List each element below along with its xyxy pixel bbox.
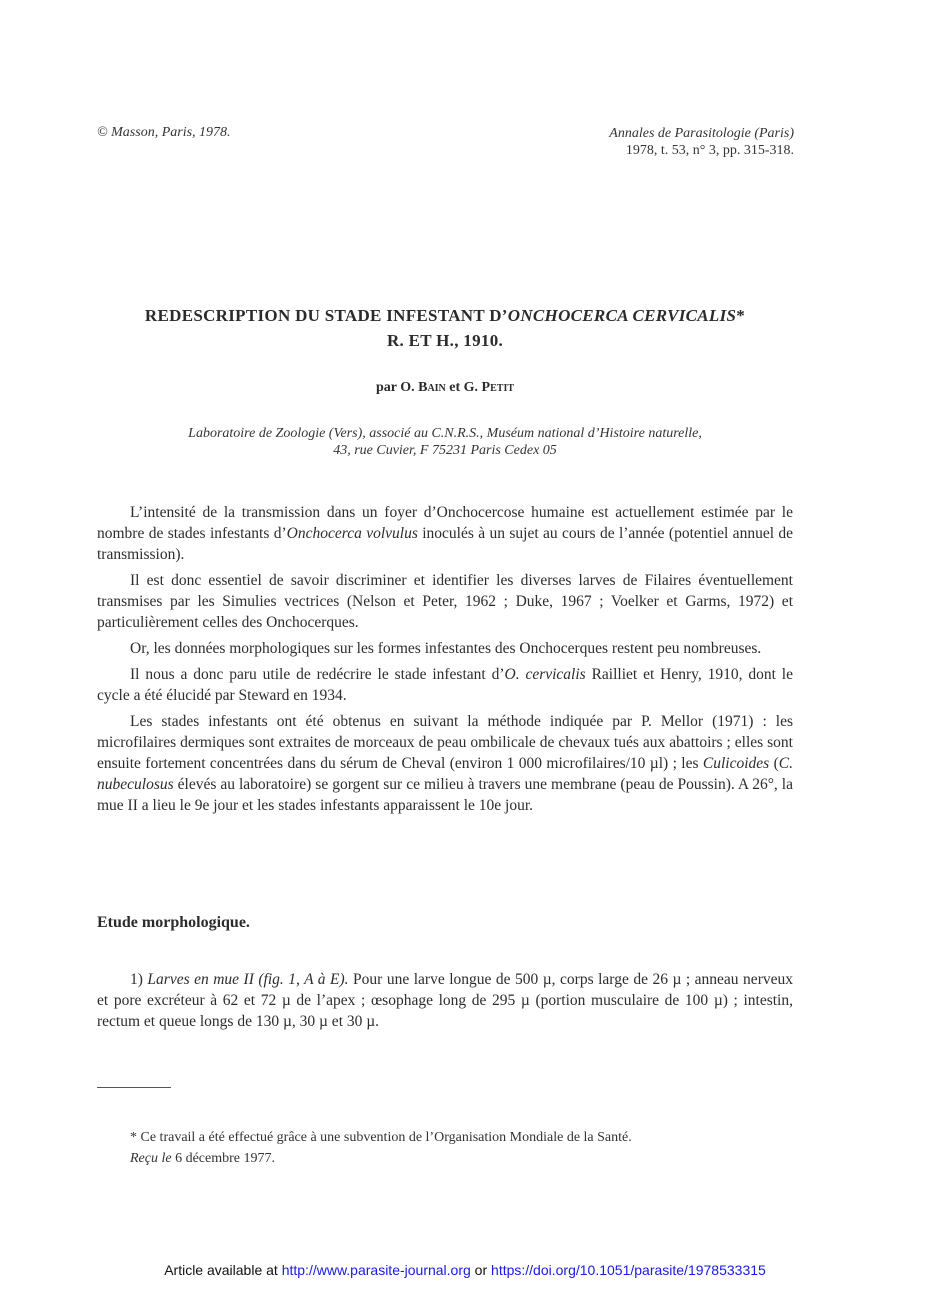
section-paragraph-1: [97, 969, 793, 1032]
section-body: [97, 969, 793, 1032]
paragraph-4-text-a: Il nous a donc paru utile de redécrire le stade infestant d’: [130, 666, 505, 683]
introduction-body: [97, 502, 793, 821]
section-heading: Etude morphologique.: [97, 914, 250, 931]
paragraph-5: [97, 711, 793, 816]
paragraph-1-species: Onchocerca volvulus: [286, 525, 418, 542]
footnote-divider: [97, 1087, 171, 1088]
copyright-line: © Masson, Paris, 1978.: [97, 125, 231, 140]
paragraph-1-text-b: inoculés à un sujet au cours de l’année (potentiel annuel de transmission).: [97, 525, 793, 563]
section-paragraph-text: Pour une larve longue de 500 µ, corps large de 26 µ ; anneau nerveux et pore excréteur à 62 et 72 µ de l’apex ; œsophage long de 295 µ (portion musculaire de 100 µ) ; intestin, rectum et queue longs de 130 µ, 30 µ et 30 µ.: [97, 971, 793, 1030]
paragraph-4-text-b: Railliet et Henry, 1910, dont le cycle a été élucidé par Steward en 1934.: [97, 666, 793, 704]
paragraph-4-species: O. cervicalis: [504, 666, 586, 683]
title-prefix: REDESCRIPTION DU STADE INFESTANT D’: [144, 306, 508, 325]
footnote: [97, 1127, 793, 1169]
received-label: Reçu le: [130, 1151, 172, 1166]
journal-name: Annales de Parasitologie (Paris): [609, 126, 794, 141]
paragraph-1: [97, 502, 793, 565]
paragraph-3: Or, les données morphologiques sur les formes infestantes des Onchocerques restent peu nombreuses.: [130, 640, 762, 657]
journal-issue: 1978, t. 53, n° 3, pp. 315-318.: [625, 143, 794, 158]
section-paragraph-heading: Larves en mue II (fig. 1, A à E).: [147, 971, 349, 988]
article-title: [97, 303, 793, 353]
affiliation-line-1: Laboratoire de Zoologie (Vers), associé au C.N.R.S., Muséum national d’Histoire naturelle,: [188, 426, 702, 441]
affiliation: [97, 425, 793, 459]
authors-line: [97, 380, 793, 396]
author-2: G. Petit: [463, 380, 515, 395]
journal-link[interactable]: http://www.parasite-journal.org: [281, 1262, 471, 1278]
author-1: O. Bain: [400, 380, 446, 395]
availability-line: [0, 1262, 930, 1278]
title-line-1: [97, 303, 793, 328]
affiliation-line-2: 43, rue Cuvier, F 75231 Paris Cedex 05: [333, 443, 557, 458]
paragraph-4: [97, 664, 793, 706]
availability-prefix: Article available at: [164, 1262, 282, 1278]
doi-link[interactable]: https://doi.org/10.1051/parasite/1978533315: [491, 1262, 766, 1278]
authors-et: et: [449, 380, 461, 395]
paragraph-1-text-a: L’intensité de la transmission dans un foyer d’Onchocercose humaine est actuellement estimée par le nombre de stades infestants d’: [97, 504, 793, 542]
paragraph-5-species: C. nubeculosus: [97, 755, 793, 793]
section-paragraph-number: 1): [130, 971, 148, 988]
received-date: 6 décembre 1977.: [175, 1151, 276, 1166]
journal-citation: [609, 125, 794, 159]
paragraph-5-text-b: (: [769, 755, 779, 772]
footnote-funding: * Ce travail a été effectué grâce à une subvention de l’Organisation Mondiale de la Santé.: [130, 1130, 632, 1145]
paragraph-5-text-a: Les stades infestants ont été obtenus en suivant la méthode indiquée par P. Mellor (1971) : les microfilaires dermiques sont extraites de morceaux de peau ombilicale de chevaux tués aux abattoirs ; elles sont ensuite fortement concentrées dans du sérum de Cheval (environ 1 000 microfilaires/10 µl) ; les: [97, 713, 793, 772]
footnote-received: [97, 1148, 793, 1169]
paragraph-5-text-c: élevés au laboratoire) se gorgent sur ce milieu à travers une membrane (peau de Poussin). A 26°, la mue II a lieu le 9e jour et les stades infestants apparaissent le 10e jour.: [97, 776, 793, 814]
authors-par: par: [375, 380, 397, 395]
paragraph-2: Il est donc essentiel de savoir discriminer et identifier les diverses larves de Filaires éventuellement transmises par les Simulies vectrices (Nelson et Peter, 1962 ; Duke, 1967 ; Voelker et Garms, 1972) et particulièrement celles des Onchocerques.: [97, 572, 793, 631]
paragraph-5-genus: Culicoides: [702, 755, 770, 772]
title-footnote-mark: *: [736, 306, 746, 325]
title-species: ONCHOCERCA CERVICALIS: [507, 306, 737, 325]
availability-or: or: [470, 1262, 492, 1278]
title-line-2: R. ET H., 1910.: [386, 331, 504, 350]
